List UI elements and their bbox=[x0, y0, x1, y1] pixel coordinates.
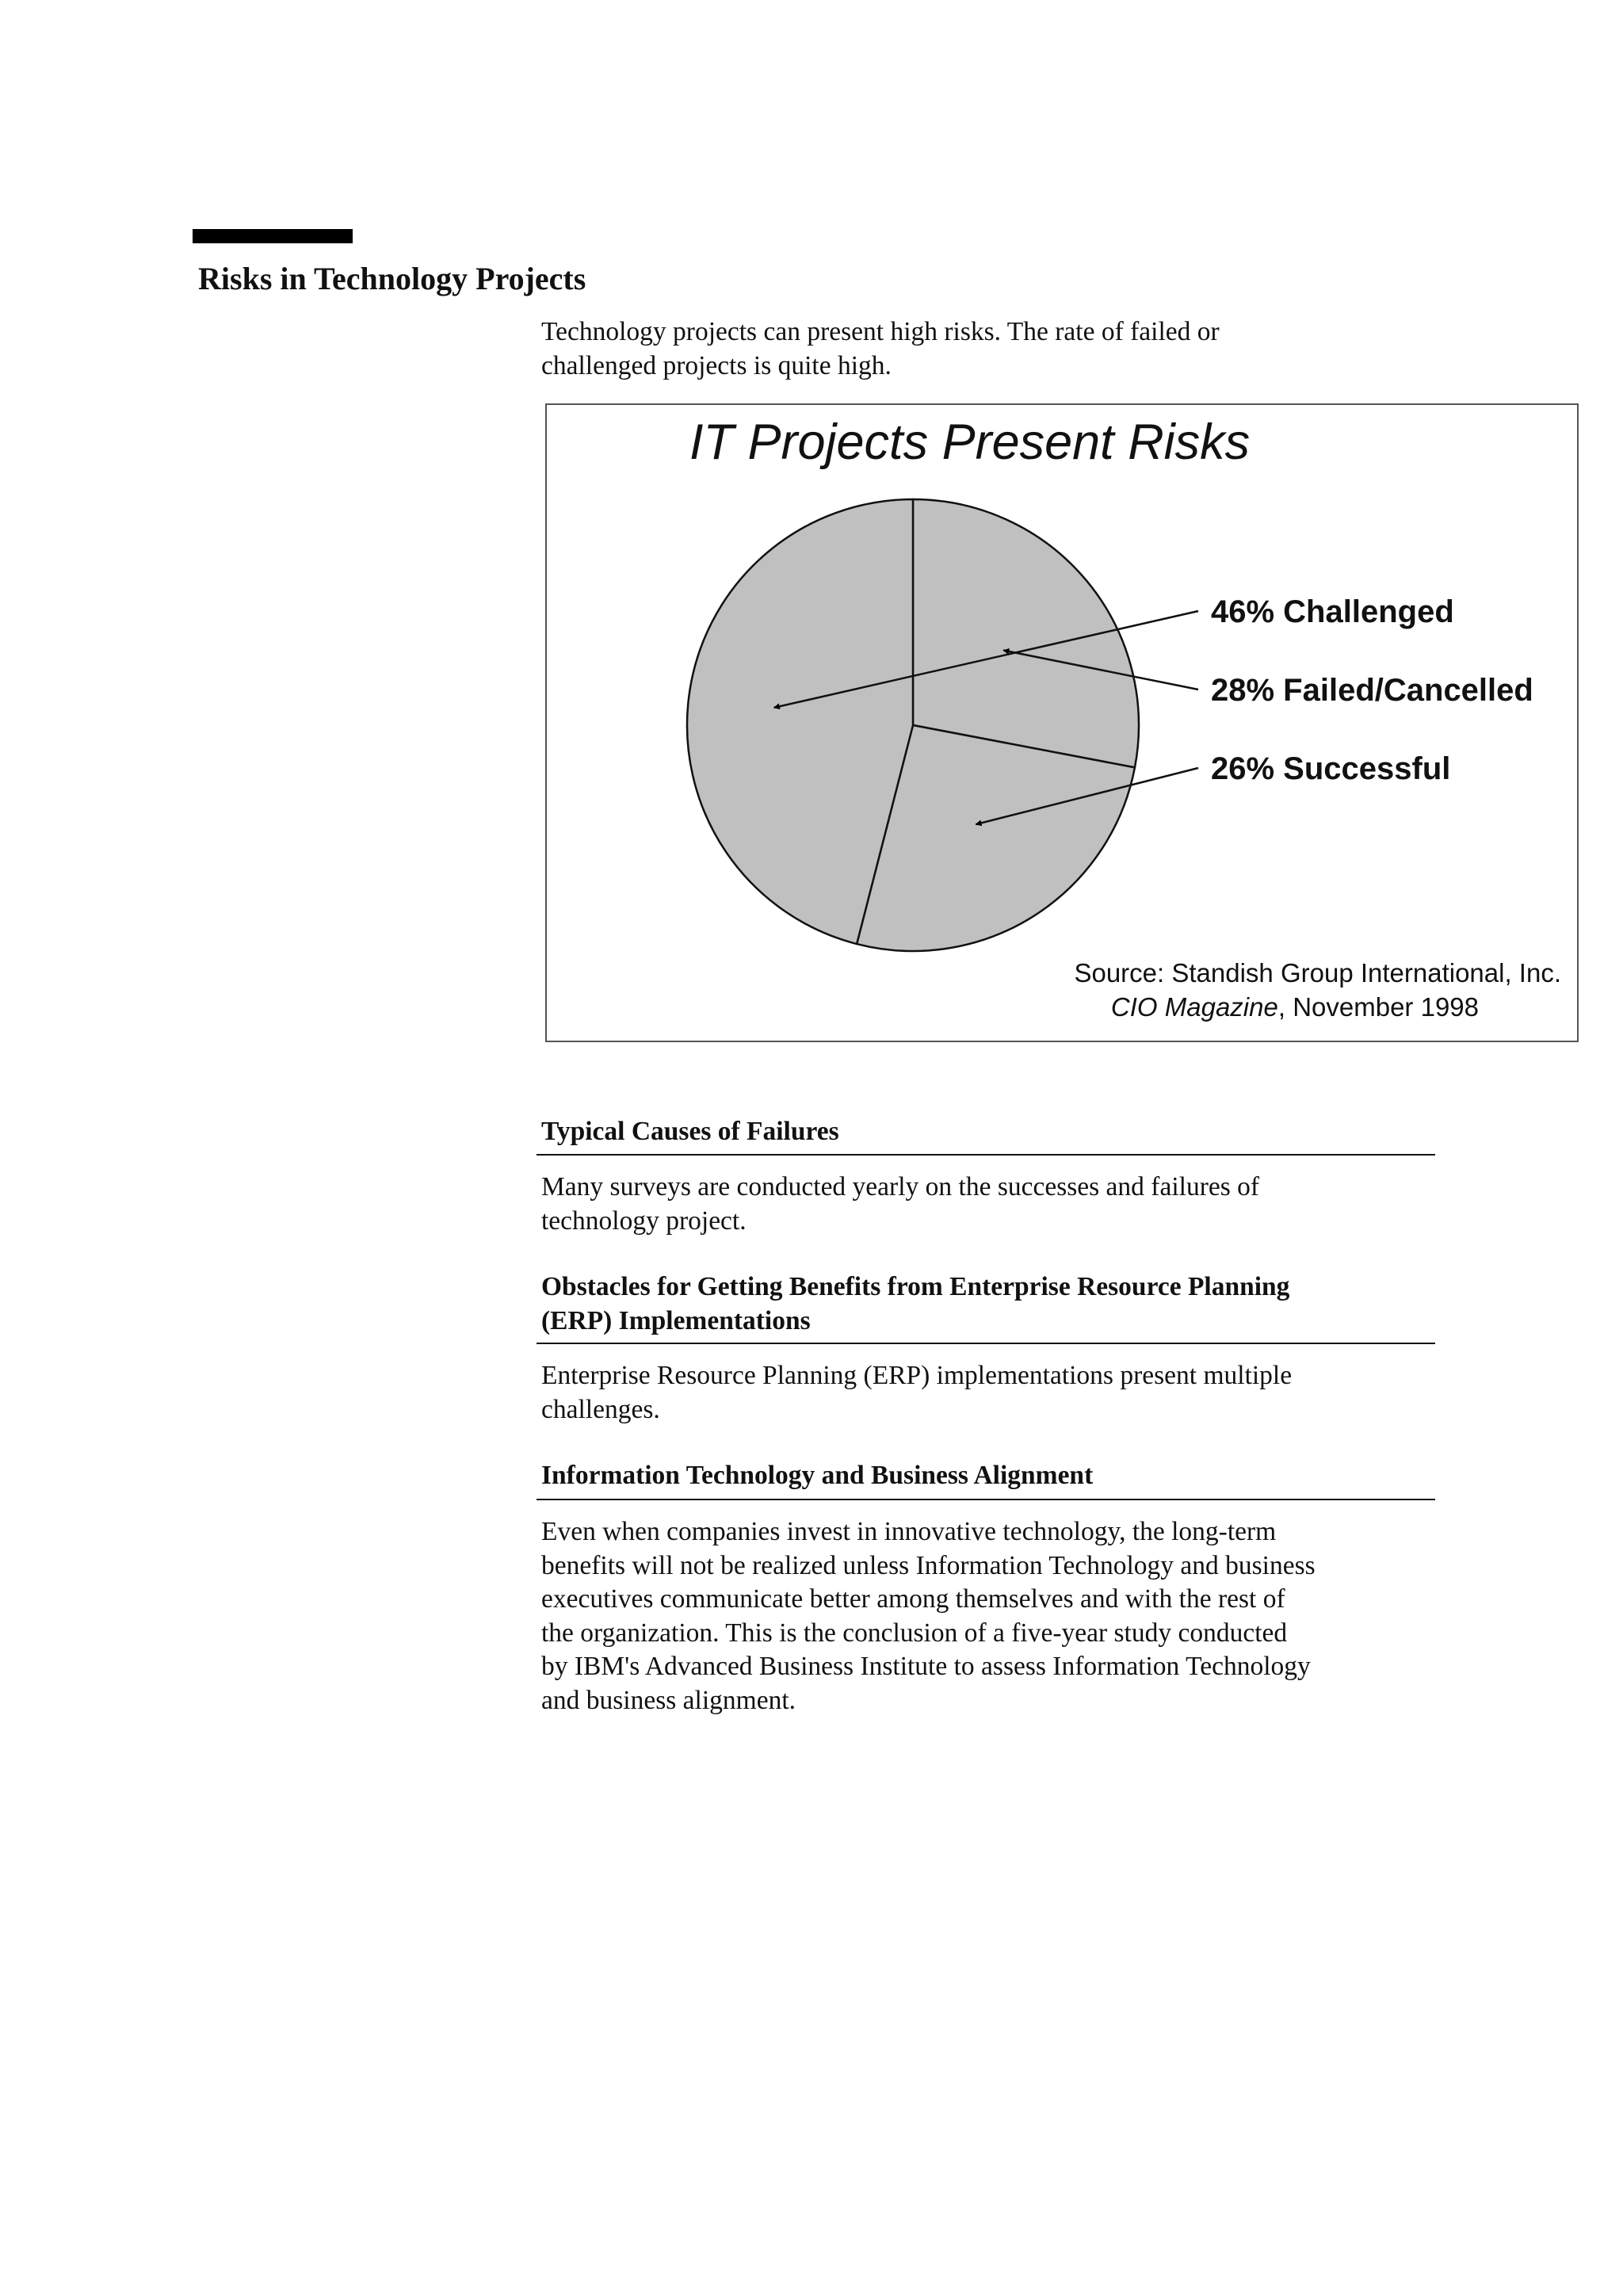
body-line: Many surveys are conducted yearly on the successes and failures of bbox=[541, 1172, 1260, 1201]
pie-slice-failed-cancelled bbox=[913, 499, 1139, 767]
body-line: benefits will not be realized unless Information Technology and business bbox=[541, 1550, 1316, 1580]
heading-it-alignment bbox=[541, 1459, 1437, 1493]
heading-line: Obstacles for Getting Benefits from Enterprise Resource Planning bbox=[541, 1272, 1290, 1301]
pie-slices bbox=[687, 499, 1139, 951]
heading-rule bbox=[537, 1499, 1435, 1500]
heading-line: Typical Causes of Failures bbox=[541, 1117, 839, 1146]
body-line: challenges. bbox=[541, 1394, 660, 1424]
body-line: Enterprise Resource Planning (ERP) implementations present multiple bbox=[541, 1361, 1293, 1390]
body-line: executives communicate better among themselves and with the rest of bbox=[541, 1584, 1285, 1614]
intro-line: Technology projects can present high risks. The rate of failed or bbox=[541, 317, 1220, 346]
intro-paragraph bbox=[541, 315, 1437, 383]
body-erp-obstacles bbox=[541, 1359, 1437, 1427]
pie-chart-figure bbox=[545, 403, 1579, 1042]
slice-label-challenged: 46% Challenged bbox=[1211, 594, 1454, 629]
heading-typical-causes bbox=[541, 1115, 1437, 1149]
pie-chart bbox=[547, 405, 1577, 1041]
slice-label-failed-cancelled: 28% Failed/Cancelled bbox=[1211, 673, 1533, 708]
chart-source-line: Source: Standish Group International, Inc. bbox=[1074, 958, 1561, 988]
body-typical-causes bbox=[541, 1171, 1437, 1238]
body-it-alignment bbox=[541, 1515, 1437, 1717]
body-line: by IBM's Advanced Business Institute to assess Information Technology bbox=[541, 1652, 1311, 1681]
chart-source-citation bbox=[1111, 992, 1479, 1022]
source-magazine: CIO Magazine bbox=[1110, 992, 1278, 1022]
intro-line: challenged projects is quite high. bbox=[541, 350, 892, 380]
section-title: Risks in Technology Projects bbox=[198, 261, 586, 296]
heading-rule bbox=[537, 1343, 1435, 1344]
body-line: the organization. This is the conclusion of a five-year study conducted bbox=[541, 1618, 1288, 1648]
body-line: and business alignment. bbox=[541, 1685, 796, 1715]
chart-title: IT Projects Present Risks bbox=[689, 415, 1251, 470]
heading-erp-obstacles bbox=[541, 1270, 1437, 1338]
body-line: technology project. bbox=[541, 1205, 747, 1236]
slice-labels bbox=[1211, 594, 1533, 786]
body-line: Even when companies invest in innovative technology, the long-term bbox=[541, 1517, 1277, 1546]
heading-line: (ERP) Implementations bbox=[541, 1305, 811, 1335]
heading-rule bbox=[537, 1154, 1435, 1156]
slice-label-successful: 26% Successful bbox=[1211, 751, 1451, 786]
source-date: , November 1998 bbox=[1277, 992, 1479, 1022]
heading-line: Information Technology and Business Alignment bbox=[541, 1461, 1094, 1490]
section-marker-bar bbox=[193, 229, 353, 243]
